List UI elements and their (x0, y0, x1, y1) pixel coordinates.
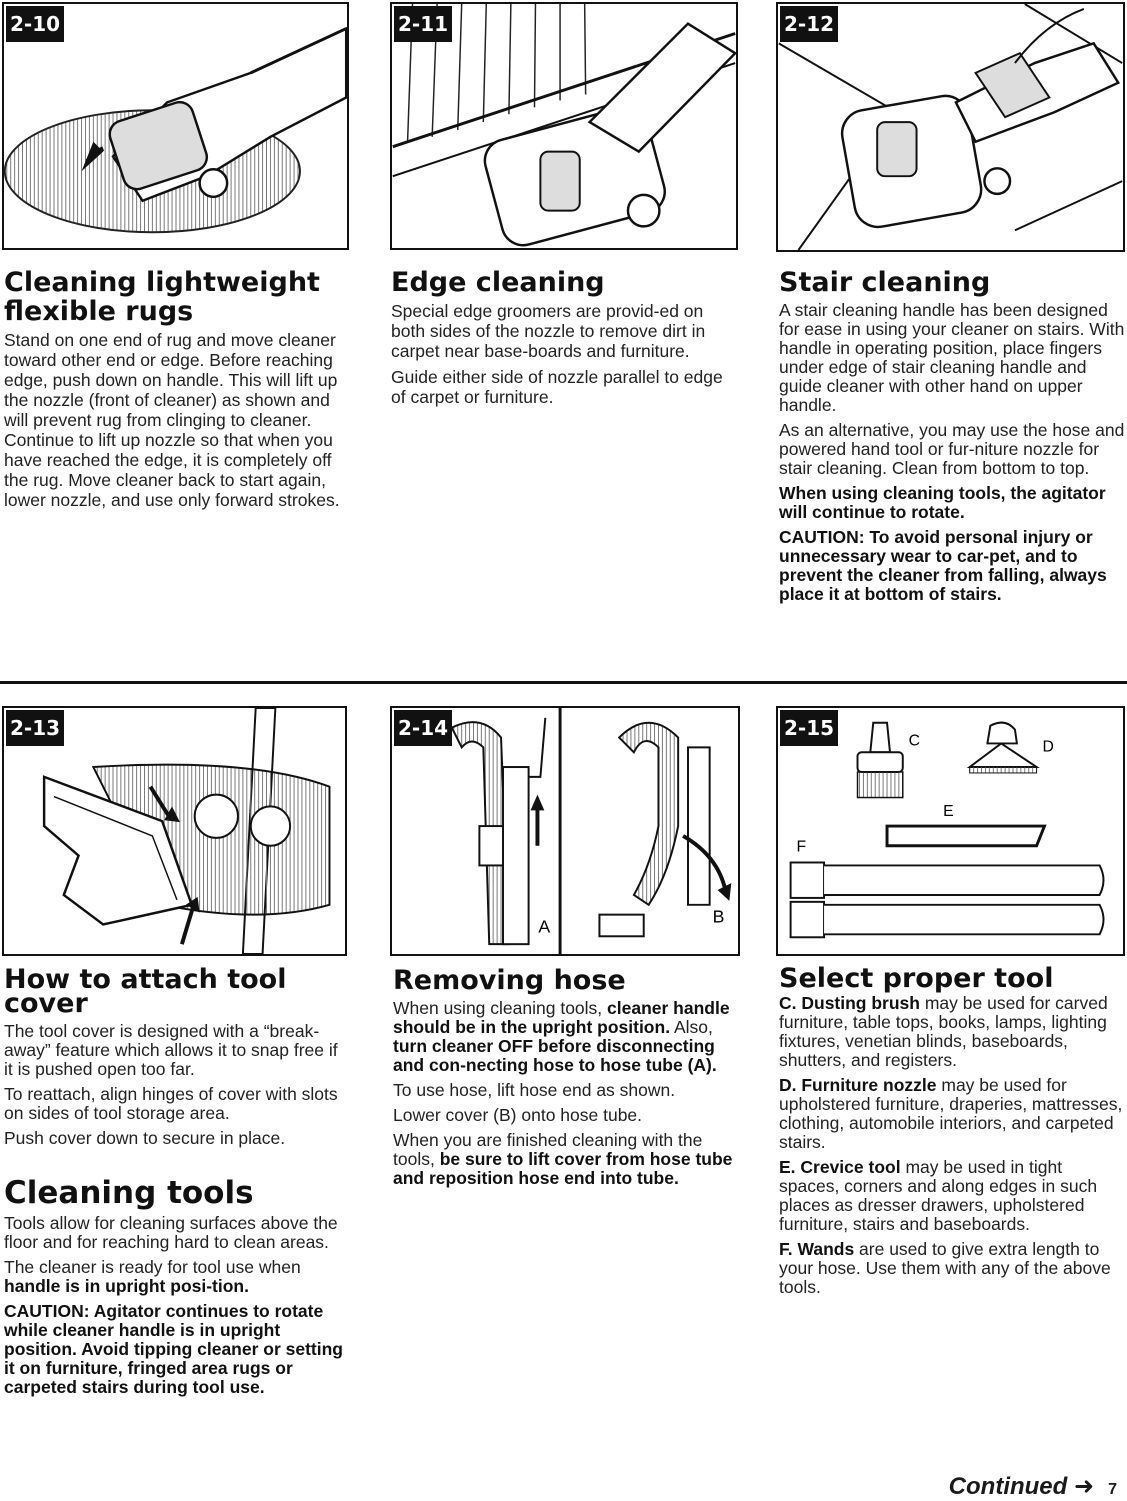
text-run: may be used for carved furniture, table tops, books, lamps, lighting fixtures, venetian blinds, baseboards, shutters, and registers. (779, 993, 1108, 1070)
figure-label: 2-11 (394, 6, 452, 42)
tool-description-f (779, 1240, 1125, 1297)
text-run: may be used in tight spaces, corners and along edges in such places as dresser drawers, upholstered furniture, stairs and baseboards. (779, 1157, 1098, 1234)
section-title: Edge cleaning (391, 267, 605, 298)
section-body: Push cover down to secure in place. (4, 1128, 286, 1148)
figure-2-12 (776, 2, 1125, 252)
tool-label-c: C (908, 732, 921, 750)
figure-2-10 (2, 2, 349, 250)
figure-label: 2-13 (6, 710, 64, 746)
tool-name: D. Furniture nozzle (779, 1075, 937, 1095)
hose-tube-label: A (538, 916, 551, 937)
section-body: Guide either side of nozzle parallel to edge of carpet or furniture. (391, 367, 723, 407)
tool-name: E. Crevice tool (779, 1157, 901, 1177)
section-body: As an alternative, you may use the hose and powered hand tool or fur-niture nozzle for stair cleaning. Clean from bottom to top. (779, 420, 1125, 478)
text-run: are used to give extra length to your hose. Use them with any of the above tools. (779, 1239, 1111, 1297)
edge-section (391, 268, 736, 413)
tool-name: F. Wands (779, 1239, 855, 1259)
emphasis-text: turn cleaner OFF before disconnecting and con-necting hose to hose tube (A). (393, 1036, 717, 1075)
section-body: To reattach, align hinges of cover with slots on sides of tool storage area. (4, 1084, 338, 1123)
tool-label-d: D (1042, 738, 1054, 756)
section-body (393, 1131, 739, 1188)
page-number: 7 (1108, 1481, 1117, 1498)
section-body: Lower cover (B) onto hose tube. (393, 1105, 643, 1125)
section-title: Stair cleaning (779, 267, 991, 298)
continued-text: Continued ➜ (948, 1473, 1095, 1500)
section-title: How to attach tool cover (4, 964, 287, 1019)
furniture-nozzle-icon (970, 723, 1037, 773)
section-body: Tools allow for cleaning surfaces above the floor and for reaching hard to clean areas. (4, 1213, 338, 1252)
section-body: Stand on one end of rug and move cleaner toward other end or edge. Before reaching edge, push down on handle. This will lift up the nozzle (front of cleaner) as shown and will prevent rug from clinging to cleaner. Continue to lift up nozzle so that when you have reached the edge, it is completely off the rug. Move cleaner back to start again, lower nozzle, and use only forward strokes. (4, 330, 340, 510)
tool-description-d (779, 1076, 1125, 1152)
section-body: Special edge groomers are provid-ed on both sides of the nozzle to remove dirt in carpet near base-boards and furniture. (391, 301, 706, 361)
tool-name: C. Dusting brush (779, 993, 920, 1013)
figure-2-11 (390, 2, 738, 250)
select-tool-section (779, 963, 1125, 1303)
caution-text: CAUTION: To avoid personal injury or unnecessary wear to car-pet, and to prevent the cleaner from falling, always place it at bottom of stairs. (779, 527, 1107, 604)
figure-label: 2-14 (394, 710, 452, 746)
emphasis-text: handle is in upright posi-tion. (4, 1276, 249, 1296)
section-body (393, 999, 739, 1075)
emphasis-text: be sure to lift cover from hose tube and reposition hose end into tube. (393, 1149, 733, 1188)
caution-text: CAUTION: Agitator continues to rotate while cleaner handle is in upright position. Avoid tipping cleaner or setting it on furniture, fringed area rugs or carpeted stairs during tool use. (4, 1301, 343, 1397)
dusting-brush-icon (858, 723, 903, 798)
section-title: Cleaning tools (4, 1175, 254, 1211)
text-run: The cleaner is ready for tool use when (4, 1257, 301, 1277)
tool-label-f: F (796, 838, 807, 856)
cover-label: B (712, 906, 725, 927)
figure-label: 2-12 (780, 6, 838, 42)
note-text: When using cleaning tools, the agitator will continue to rotate. (779, 483, 1106, 522)
text-run: Also, (670, 1017, 713, 1037)
section-body: The tool cover is designed with a “break-away” feature which allows it to snap free if it is pushed open too far. (4, 1021, 338, 1079)
figure-2-15 (776, 706, 1125, 956)
section-title: Removing hose (393, 965, 626, 996)
attach-section (4, 964, 344, 1403)
section-title: Cleaning lightweight flexible rugs (4, 267, 320, 327)
section-divider (0, 681, 1127, 684)
section-title: Select proper tool (779, 963, 1054, 994)
figure-label: 2-15 (780, 710, 838, 746)
emphasis-text: cleaner handle should be in the upright position. (393, 998, 730, 1037)
hose-section (393, 966, 739, 1194)
wand-icon (791, 862, 1104, 937)
section-body: To use hose, lift hose end as shown. (393, 1080, 676, 1100)
crevice-tool-icon (887, 826, 1044, 846)
text-run: When using cleaning tools, (393, 998, 608, 1018)
text-run: may be used for upholstered furniture, draperies, mattresses, clothing, automobile interiors, and carpeted stairs. (779, 1075, 1123, 1152)
section-body: A stair cleaning handle has been designed for ease in using your cleaner on stairs. With handle in operating position, place fingers under edge of stair cleaning handle and guide cleaner with other hand on upper handle. (779, 300, 1125, 415)
continued-footer (949, 1472, 1117, 1501)
tool-description-e (779, 1158, 1125, 1234)
tool-label-e: E (943, 803, 954, 821)
text-run: When you are finished cleaning with the tools, (393, 1130, 703, 1169)
figure-2-14 (390, 706, 740, 956)
tool-description-c (779, 994, 1125, 1070)
stair-section (779, 268, 1125, 610)
section-body (4, 1258, 344, 1296)
rugs-section (4, 268, 349, 516)
figure-2-13 (2, 706, 347, 956)
figure-label: 2-10 (6, 6, 64, 42)
